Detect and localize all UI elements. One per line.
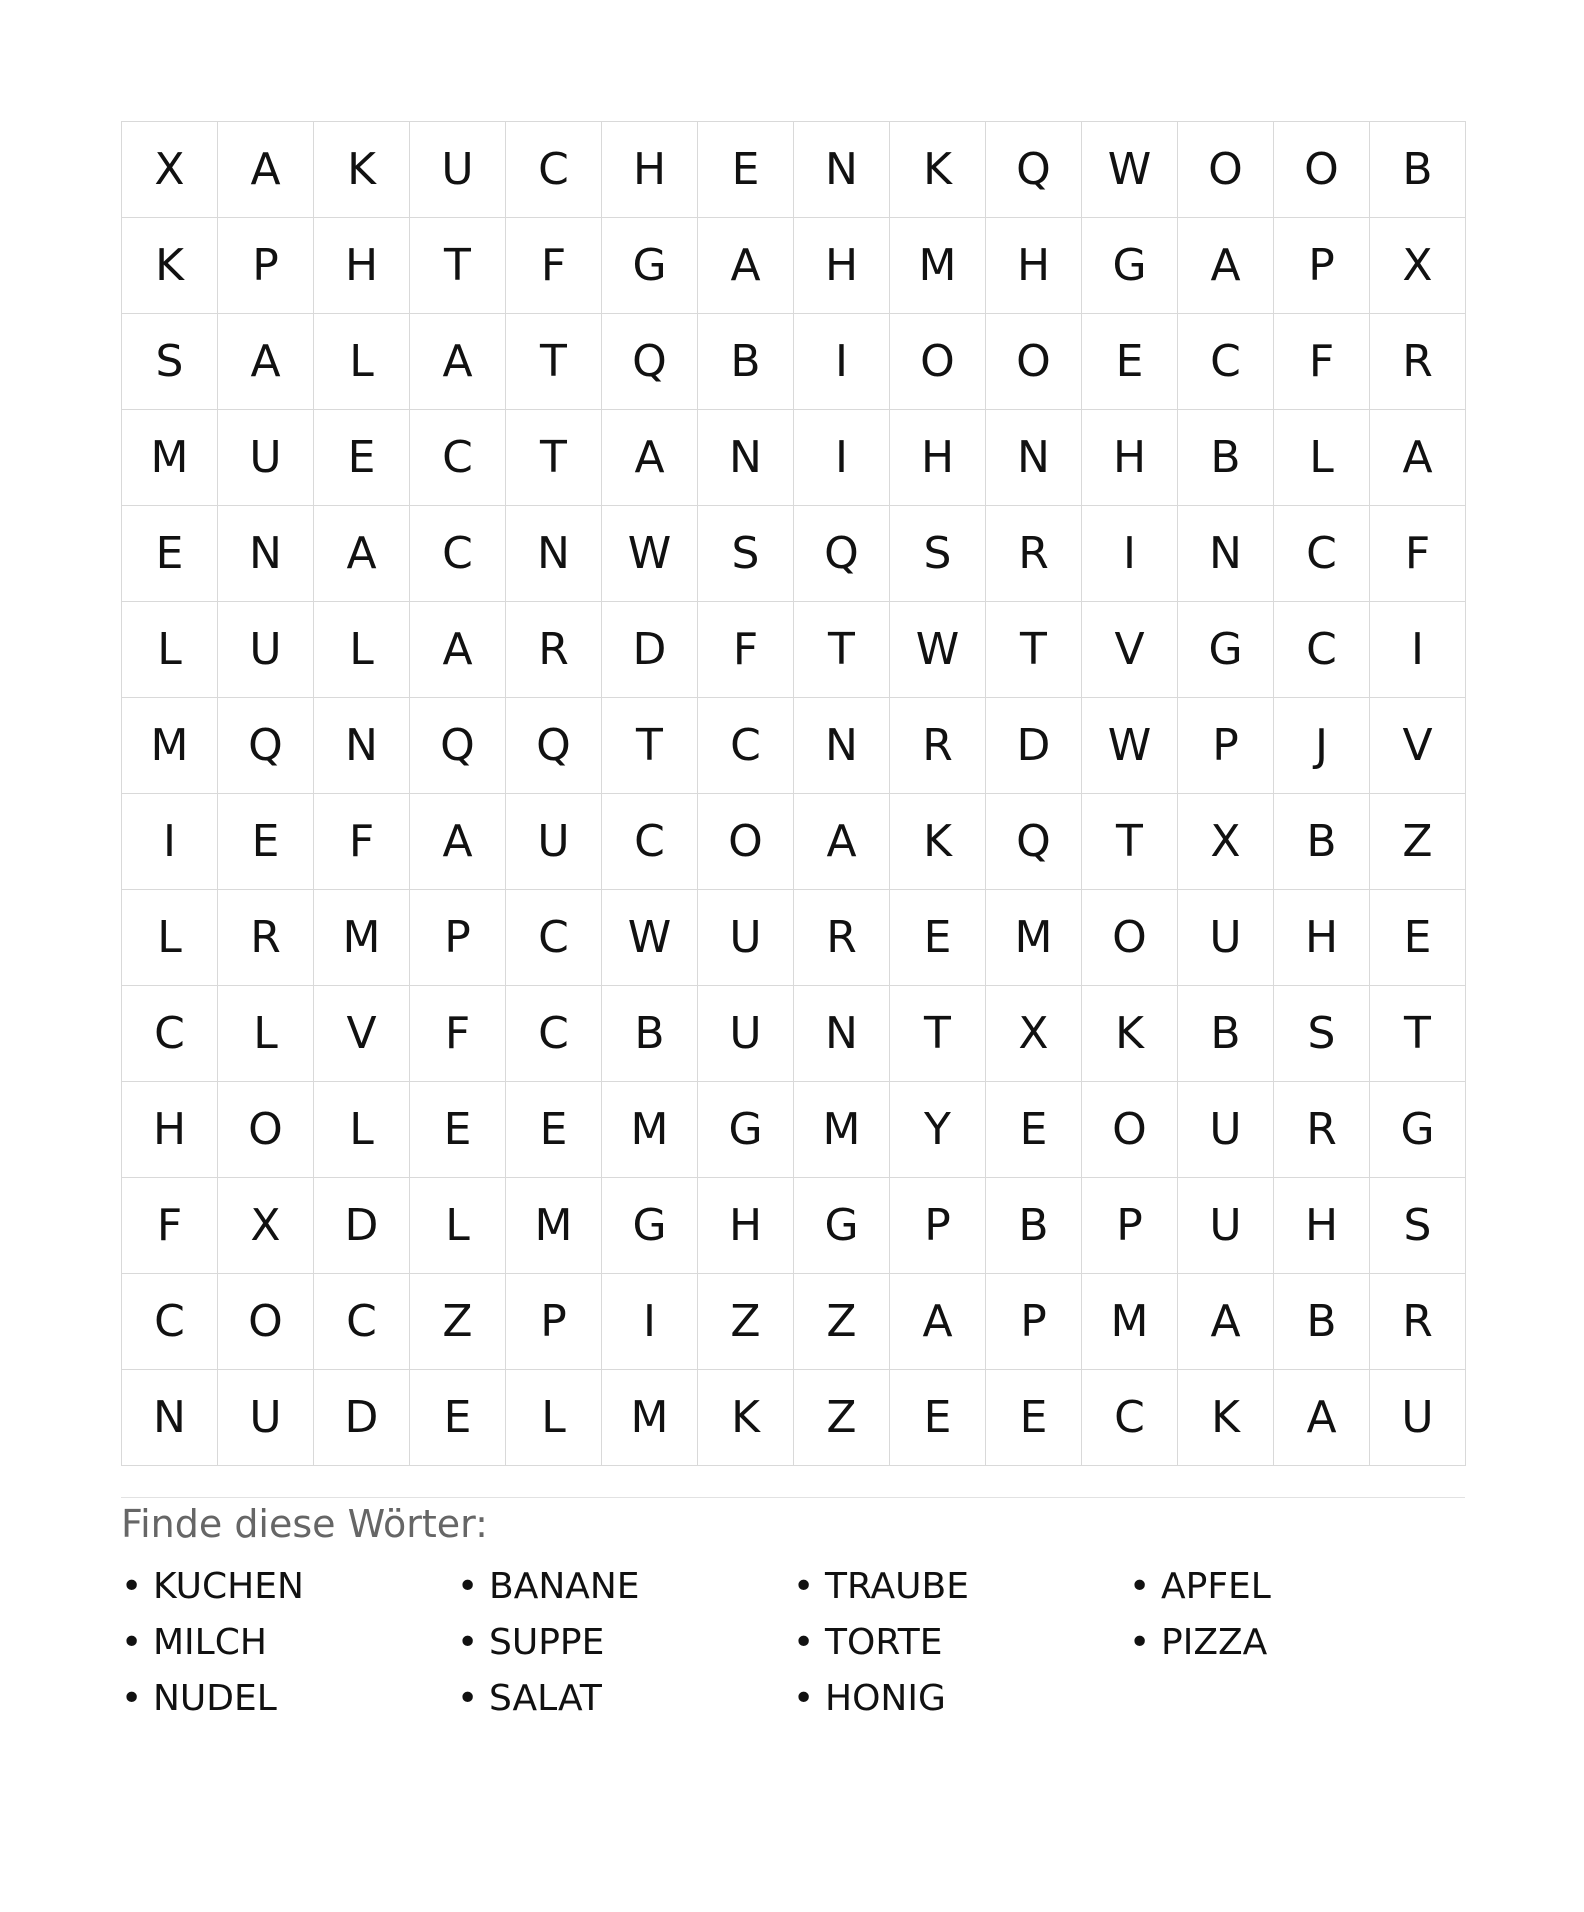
grid-cell[interactable]: C [602,794,698,890]
grid-cell[interactable]: B [1274,1274,1370,1370]
grid-cell[interactable]: N [794,122,890,218]
grid-cell[interactable]: L [314,314,410,410]
grid-cell[interactable]: P [1082,1178,1178,1274]
grid-cell[interactable]: F [506,218,602,314]
grid-cell[interactable]: I [122,794,218,890]
word-list-item [457,1670,793,1726]
grid-cell[interactable]: E [506,1082,602,1178]
grid-cell[interactable]: J [1274,698,1370,794]
grid-cell[interactable]: P [1178,698,1274,794]
grid-cell[interactable]: T [794,602,890,698]
grid-cell[interactable]: I [1370,602,1466,698]
word-label: APFEL [1161,1565,1271,1607]
grid-cell[interactable]: M [122,698,218,794]
grid-cell[interactable]: C [122,1274,218,1370]
grid-cell[interactable]: B [1178,986,1274,1082]
grid-cell[interactable]: C [314,1274,410,1370]
grid-cell[interactable]: X [986,986,1082,1082]
grid-cell[interactable]: K [890,122,986,218]
grid-cell[interactable]: A [890,1274,986,1370]
grid-cell[interactable]: G [794,1178,890,1274]
word-list-item [1129,1558,1465,1614]
grid-cell[interactable]: S [122,314,218,410]
word-label: HONIG [825,1677,946,1719]
grid-cell[interactable]: F [314,794,410,890]
bullet-icon: • [121,1677,143,1719]
grid-cell[interactable]: H [890,410,986,506]
grid-cell[interactable]: Q [986,794,1082,890]
grid-cell[interactable]: N [698,410,794,506]
word-list-item [793,1670,1129,1726]
grid-cell[interactable]: M [794,1082,890,1178]
grid-cell[interactable]: A [410,602,506,698]
bullet-icon: • [121,1565,143,1607]
grid-cell[interactable]: H [1274,890,1370,986]
grid-cell[interactable]: U [1178,890,1274,986]
grid-cell[interactable]: E [698,122,794,218]
grid-cell[interactable]: A [1178,218,1274,314]
grid-cell[interactable]: O [698,794,794,890]
word-label: MILCH [153,1621,267,1663]
grid-cell[interactable]: D [314,1178,410,1274]
grid-cell[interactable]: C [698,698,794,794]
grid-cell[interactable]: U [698,986,794,1082]
grid-cell[interactable]: V [1082,602,1178,698]
grid-cell[interactable]: C [1178,314,1274,410]
grid-cell[interactable]: T [890,986,986,1082]
grid-cell[interactable]: P [410,890,506,986]
bullet-icon: • [793,1621,815,1663]
grid-cell[interactable]: Y [890,1082,986,1178]
grid-cell[interactable]: Q [410,698,506,794]
word-list-item [793,1614,1129,1670]
word-list-item [1129,1614,1465,1670]
grid-cell[interactable]: Z [698,1274,794,1370]
grid-cell[interactable]: I [794,410,890,506]
grid-cell[interactable]: T [506,410,602,506]
word-list-item [457,1614,793,1670]
grid-cell[interactable]: M [1082,1274,1178,1370]
grid-cell[interactable]: H [602,122,698,218]
grid-cell[interactable]: H [698,1178,794,1274]
grid-cell[interactable]: H [314,218,410,314]
bullet-icon: • [457,1677,479,1719]
word-list-item [457,1558,793,1614]
bullet-icon: • [793,1565,815,1607]
grid-cell[interactable]: F [1370,506,1466,602]
grid-cell[interactable]: N [122,1370,218,1466]
grid-cell[interactable]: U [506,794,602,890]
grid-cell[interactable]: L [506,1370,602,1466]
grid-cell[interactable]: R [890,698,986,794]
grid-cell[interactable]: U [410,122,506,218]
grid-cell[interactable]: Q [794,506,890,602]
grid-cell[interactable]: Q [218,698,314,794]
grid-cell[interactable]: W [1082,122,1178,218]
grid-cell[interactable]: I [1082,506,1178,602]
grid-cell[interactable]: E [986,1082,1082,1178]
grid-cell[interactable]: E [1370,890,1466,986]
grid-cell[interactable]: V [314,986,410,1082]
grid-cell[interactable]: A [698,218,794,314]
grid-cell[interactable]: C [1274,602,1370,698]
grid-cell[interactable]: R [218,890,314,986]
grid-cell[interactable]: F [698,602,794,698]
grid-cell[interactable]: G [1370,1082,1466,1178]
grid-cell[interactable]: K [314,122,410,218]
grid-cell[interactable]: L [314,602,410,698]
grid-cell[interactable]: N [986,410,1082,506]
grid-cell[interactable]: P [1274,218,1370,314]
grid-cell[interactable]: T [506,314,602,410]
grid-cell[interactable]: A [314,506,410,602]
grid-cell[interactable]: A [1178,1274,1274,1370]
grid-cell[interactable]: S [1370,1178,1466,1274]
grid-cell[interactable]: L [314,1082,410,1178]
grid-cell[interactable]: L [218,986,314,1082]
grid-cell[interactable]: M [602,1082,698,1178]
grid-cell[interactable]: O [986,314,1082,410]
grid-cell[interactable]: M [122,410,218,506]
grid-cell[interactable]: H [1082,410,1178,506]
grid-cell[interactable]: B [602,986,698,1082]
grid-cell[interactable]: H [986,218,1082,314]
grid-cell[interactable]: Q [506,698,602,794]
grid-cell[interactable]: A [1370,410,1466,506]
grid-cell[interactable]: Z [410,1274,506,1370]
bullet-icon: • [457,1621,479,1663]
grid-cell[interactable]: K [122,218,218,314]
word-list [121,1558,1465,1726]
grid-cell[interactable]: Q [986,122,1082,218]
grid-cell[interactable]: K [1082,986,1178,1082]
grid-cell[interactable]: O [218,1082,314,1178]
grid-cell[interactable]: H [1274,1178,1370,1274]
grid-cell[interactable]: A [218,122,314,218]
grid-cell[interactable]: M [602,1370,698,1466]
grid-cell[interactable]: C [1082,1370,1178,1466]
grid-cell[interactable]: P [506,1274,602,1370]
grid-cell[interactable]: B [986,1178,1082,1274]
word-label: TRAUBE [825,1565,969,1607]
grid-cell[interactable]: R [1274,1082,1370,1178]
grid-cell[interactable]: Z [794,1274,890,1370]
grid-cell[interactable]: W [890,602,986,698]
grid-cell[interactable]: E [890,890,986,986]
grid-cell[interactable]: D [314,1370,410,1466]
grid-cell[interactable]: M [314,890,410,986]
grid-cell[interactable]: Q [602,314,698,410]
grid-cell[interactable]: C [122,986,218,1082]
grid-cell[interactable]: L [1274,410,1370,506]
grid-cell[interactable]: M [986,890,1082,986]
word-label: SALAT [489,1677,602,1719]
grid-cell[interactable]: C [506,122,602,218]
grid-cell[interactable]: Z [1370,794,1466,890]
grid-cell[interactable]: B [698,314,794,410]
grid-cell[interactable]: T [1370,986,1466,1082]
grid-cell[interactable]: C [1274,506,1370,602]
grid-cell[interactable]: U [218,1370,314,1466]
word-label: PIZZA [1161,1621,1268,1663]
grid-cell[interactable]: N [218,506,314,602]
grid-cell[interactable]: F [1274,314,1370,410]
grid-cell[interactable]: M [506,1178,602,1274]
grid-cell[interactable]: R [1370,1274,1466,1370]
grid-cell[interactable]: T [1082,794,1178,890]
grid-cell[interactable]: A [218,314,314,410]
grid-cell[interactable]: W [602,506,698,602]
grid-cell[interactable]: C [506,890,602,986]
grid-cell[interactable]: O [890,314,986,410]
grid-cell[interactable]: G [602,1178,698,1274]
grid-cell[interactable]: M [890,218,986,314]
grid-cell[interactable]: D [602,602,698,698]
bullet-icon: • [121,1621,143,1663]
divider [121,1497,1465,1498]
grid-cell[interactable]: L [410,1178,506,1274]
grid-cell[interactable]: B [1178,410,1274,506]
grid-cell[interactable]: K [698,1370,794,1466]
grid-cell[interactable]: N [1178,506,1274,602]
letter-grid [121,121,1466,1466]
grid-cell[interactable]: W [1082,698,1178,794]
bullet-icon: • [1129,1565,1151,1607]
grid-cell[interactable]: X [218,1178,314,1274]
grid-cell[interactable]: C [410,506,506,602]
grid-cell[interactable]: U [218,410,314,506]
grid-cell[interactable]: A [794,794,890,890]
grid-cell[interactable]: U [1370,1370,1466,1466]
grid-cell[interactable]: F [122,1178,218,1274]
grid-cell[interactable]: L [122,602,218,698]
grid-cell[interactable]: H [794,218,890,314]
word-label: KUCHEN [153,1565,304,1607]
grid-cell[interactable]: E [890,1370,986,1466]
grid-cell[interactable]: P [986,1274,1082,1370]
grid-cell[interactable]: F [410,986,506,1082]
word-label: TORTE [825,1621,943,1663]
grid-cell[interactable]: N [794,698,890,794]
grid-cell[interactable]: O [1274,122,1370,218]
grid-cell[interactable]: S [890,506,986,602]
grid-cell[interactable]: E [314,410,410,506]
word-label: SUPPE [489,1621,605,1663]
grid-cell[interactable]: E [410,1370,506,1466]
grid-cell[interactable]: R [506,602,602,698]
grid-cell[interactable]: U [1178,1178,1274,1274]
grid-cell[interactable]: A [410,314,506,410]
word-list-item [793,1558,1129,1614]
grid-cell[interactable]: C [410,410,506,506]
grid-cell[interactable]: H [122,1082,218,1178]
grid-cell[interactable]: X [1370,218,1466,314]
grid-cell[interactable]: X [122,122,218,218]
grid-cell[interactable]: E [218,794,314,890]
grid-cell[interactable]: A [602,410,698,506]
word-label: BANANE [489,1565,640,1607]
grid-cell[interactable]: R [986,506,1082,602]
grid-cell[interactable]: K [890,794,986,890]
bullet-icon: • [793,1677,815,1719]
grid-cell[interactable]: O [1082,1082,1178,1178]
grid-cell[interactable]: R [1370,314,1466,410]
word-list-item [121,1558,457,1614]
grid-cell[interactable]: N [506,506,602,602]
grid-cell[interactable]: X [1178,794,1274,890]
grid-cell[interactable]: U [1178,1082,1274,1178]
grid-cell[interactable]: E [410,1082,506,1178]
grid-cell[interactable]: S [698,506,794,602]
grid-cell[interactable]: I [794,314,890,410]
grid-cell[interactable]: K [1178,1370,1274,1466]
bullet-icon: • [457,1565,479,1607]
grid-cell[interactable]: D [986,698,1082,794]
grid-cell[interactable]: U [218,602,314,698]
word-list-item [121,1670,457,1726]
grid-cell[interactable]: L [122,890,218,986]
grid-cell[interactable]: U [698,890,794,986]
grid-cell[interactable]: E [1082,314,1178,410]
instructions-label: Finde diese Wörter: [121,1502,488,1546]
grid-cell[interactable]: C [506,986,602,1082]
grid-cell[interactable]: B [1370,122,1466,218]
word-list-item [121,1614,457,1670]
grid-cell[interactable]: A [1274,1370,1370,1466]
grid-cell[interactable]: T [410,218,506,314]
grid-cell[interactable]: G [1082,218,1178,314]
grid-cell[interactable]: T [602,698,698,794]
grid-cell[interactable]: E [122,506,218,602]
grid-cell[interactable]: G [1178,602,1274,698]
bullet-icon: • [1129,1621,1151,1663]
grid-cell[interactable]: P [218,218,314,314]
grid-cell[interactable]: O [1178,122,1274,218]
grid-cell[interactable]: O [1082,890,1178,986]
grid-cell[interactable]: G [602,218,698,314]
grid-cell[interactable]: B [1274,794,1370,890]
word-label: NUDEL [153,1677,277,1719]
grid-cell[interactable]: P [890,1178,986,1274]
grid-cell[interactable]: V [1370,698,1466,794]
grid-cell[interactable]: S [1274,986,1370,1082]
grid-cell[interactable]: N [314,698,410,794]
grid-cell[interactable]: E [986,1370,1082,1466]
grid-cell[interactable]: N [794,986,890,1082]
grid-cell[interactable]: W [602,890,698,986]
grid-cell[interactable]: I [602,1274,698,1370]
grid-cell[interactable]: A [410,794,506,890]
grid-cell[interactable]: O [218,1274,314,1370]
grid-cell[interactable]: Z [794,1370,890,1466]
grid-cell[interactable]: G [698,1082,794,1178]
grid-cell[interactable]: R [794,890,890,986]
grid-cell[interactable]: T [986,602,1082,698]
